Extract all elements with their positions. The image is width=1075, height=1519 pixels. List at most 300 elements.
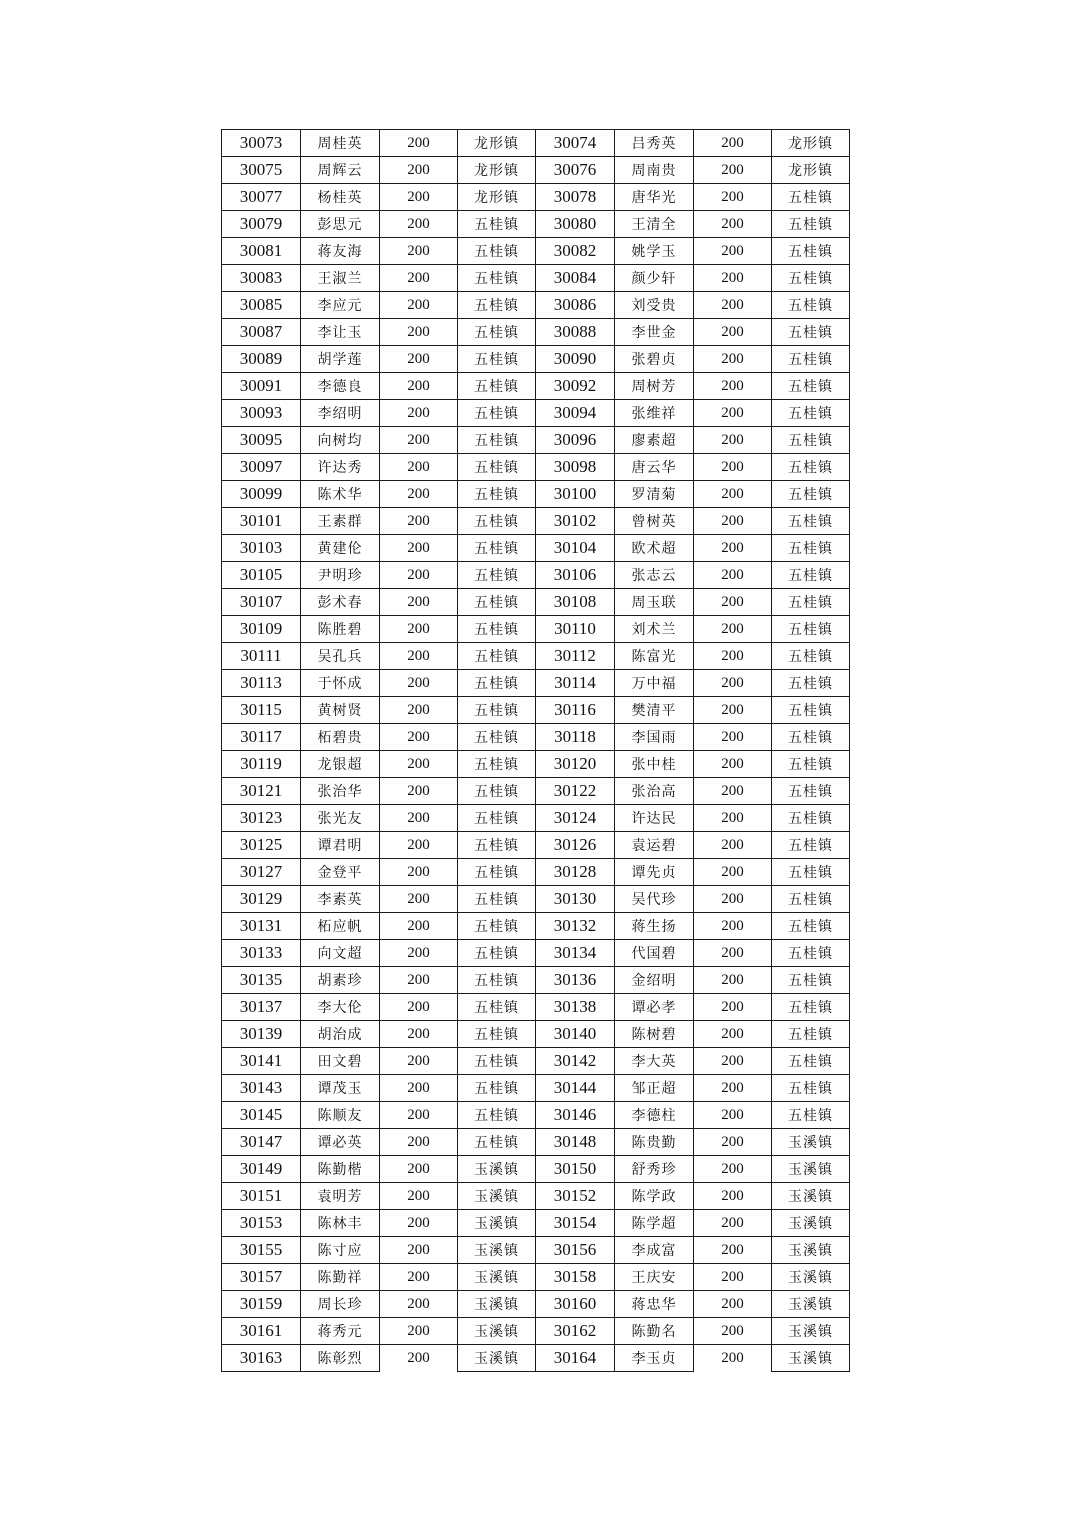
amount-cell: 200	[380, 157, 458, 184]
record-id-cell: 30098	[536, 454, 615, 481]
amount-cell: 200	[380, 1156, 458, 1183]
person-name-cell: 陈勤祥	[301, 1264, 380, 1291]
township-cell: 五桂镇	[772, 373, 850, 400]
person-name-cell: 李世金	[615, 319, 694, 346]
township-cell: 五桂镇	[458, 697, 536, 724]
record-id-cell: 30101	[222, 508, 301, 535]
township-cell: 五桂镇	[458, 1102, 536, 1129]
table-row	[222, 1183, 850, 1210]
record-id-cell: 30135	[222, 967, 301, 994]
record-id-cell: 30123	[222, 805, 301, 832]
record-id-cell: 30112	[536, 643, 615, 670]
person-name-cell: 吴孔兵	[301, 643, 380, 670]
record-id-cell: 30073	[222, 130, 301, 157]
person-name-cell: 万中福	[615, 670, 694, 697]
township-cell: 五桂镇	[772, 1048, 850, 1075]
amount-cell: 200	[380, 1345, 458, 1372]
amount-cell: 200	[380, 319, 458, 346]
amount-cell: 200	[694, 832, 772, 859]
record-id-cell: 30105	[222, 562, 301, 589]
amount-cell: 200	[380, 778, 458, 805]
township-cell: 五桂镇	[772, 643, 850, 670]
person-name-cell: 黄树贤	[301, 697, 380, 724]
person-name-cell: 彭思元	[301, 211, 380, 238]
person-name-cell: 王淑兰	[301, 265, 380, 292]
township-cell: 五桂镇	[458, 589, 536, 616]
record-id-cell: 30095	[222, 427, 301, 454]
township-cell: 五桂镇	[772, 913, 850, 940]
person-name-cell: 舒秀珍	[615, 1156, 694, 1183]
record-id-cell: 30162	[536, 1318, 615, 1345]
record-id-cell: 30115	[222, 697, 301, 724]
table-row	[222, 184, 850, 211]
person-name-cell: 柘碧贵	[301, 724, 380, 751]
record-id-cell: 30149	[222, 1156, 301, 1183]
person-name-cell: 蒋生扬	[615, 913, 694, 940]
record-id-cell: 30091	[222, 373, 301, 400]
record-id-cell: 30092	[536, 373, 615, 400]
person-name-cell: 陈胜碧	[301, 616, 380, 643]
person-name-cell: 张维祥	[615, 400, 694, 427]
table-row	[222, 1264, 850, 1291]
record-id-cell: 30084	[536, 265, 615, 292]
person-name-cell: 于怀成	[301, 670, 380, 697]
record-id-cell: 30076	[536, 157, 615, 184]
person-name-cell: 杨桂英	[301, 184, 380, 211]
table-row	[222, 1102, 850, 1129]
person-name-cell: 张治华	[301, 778, 380, 805]
person-name-cell: 廖素超	[615, 427, 694, 454]
township-cell: 五桂镇	[772, 427, 850, 454]
record-id-cell: 30142	[536, 1048, 615, 1075]
record-id-cell: 30093	[222, 400, 301, 427]
table-row	[222, 751, 850, 778]
table-row	[222, 508, 850, 535]
amount-cell: 200	[380, 265, 458, 292]
person-name-cell: 田文碧	[301, 1048, 380, 1075]
record-id-cell: 30140	[536, 1021, 615, 1048]
amount-cell: 200	[694, 211, 772, 238]
record-id-cell: 30139	[222, 1021, 301, 1048]
township-cell: 五桂镇	[772, 562, 850, 589]
record-id-cell: 30160	[536, 1291, 615, 1318]
record-id-cell: 30141	[222, 1048, 301, 1075]
person-name-cell: 谭茂玉	[301, 1075, 380, 1102]
amount-cell: 200	[380, 130, 458, 157]
amount-cell: 200	[380, 886, 458, 913]
record-id-cell: 30134	[536, 940, 615, 967]
person-name-cell: 陈寸应	[301, 1237, 380, 1264]
amount-cell: 200	[380, 1102, 458, 1129]
record-id-cell: 30087	[222, 319, 301, 346]
township-cell: 玉溪镇	[772, 1156, 850, 1183]
table-row	[222, 238, 850, 265]
person-name-cell: 吴代珍	[615, 886, 694, 913]
record-id-cell: 30158	[536, 1264, 615, 1291]
township-cell: 五桂镇	[772, 535, 850, 562]
person-name-cell: 谭必英	[301, 1129, 380, 1156]
record-id-cell: 30083	[222, 265, 301, 292]
amount-cell: 200	[380, 1021, 458, 1048]
township-cell: 五桂镇	[458, 508, 536, 535]
table-row	[222, 643, 850, 670]
amount-cell: 200	[380, 805, 458, 832]
record-id-cell: 30131	[222, 913, 301, 940]
amount-cell: 200	[380, 292, 458, 319]
record-id-cell: 30152	[536, 1183, 615, 1210]
amount-cell: 200	[380, 238, 458, 265]
record-id-cell: 30143	[222, 1075, 301, 1102]
record-id-cell: 30107	[222, 589, 301, 616]
record-id-cell: 30155	[222, 1237, 301, 1264]
record-id-cell: 30148	[536, 1129, 615, 1156]
record-id-cell: 30120	[536, 751, 615, 778]
amount-cell: 200	[380, 670, 458, 697]
township-cell: 五桂镇	[458, 427, 536, 454]
amount-cell: 200	[380, 643, 458, 670]
township-cell: 五桂镇	[458, 805, 536, 832]
township-cell: 五桂镇	[772, 481, 850, 508]
township-cell: 五桂镇	[458, 400, 536, 427]
person-name-cell: 袁运碧	[615, 832, 694, 859]
table-row	[222, 994, 850, 1021]
person-name-cell: 罗清菊	[615, 481, 694, 508]
amount-cell: 200	[694, 697, 772, 724]
person-name-cell: 周桂英	[301, 130, 380, 157]
amount-cell: 200	[694, 292, 772, 319]
amount-cell: 200	[380, 967, 458, 994]
table-row	[222, 400, 850, 427]
amount-cell: 200	[380, 454, 458, 481]
township-cell: 五桂镇	[458, 1048, 536, 1075]
amount-cell: 200	[694, 1021, 772, 1048]
table-row	[222, 940, 850, 967]
township-cell: 五桂镇	[458, 724, 536, 751]
amount-cell: 200	[380, 859, 458, 886]
person-name-cell: 谭先贞	[615, 859, 694, 886]
table-row	[222, 319, 850, 346]
person-name-cell: 尹明珍	[301, 562, 380, 589]
township-cell: 五桂镇	[458, 238, 536, 265]
township-cell: 玉溪镇	[772, 1237, 850, 1264]
person-name-cell: 李国雨	[615, 724, 694, 751]
township-cell: 龙形镇	[772, 157, 850, 184]
record-id-cell: 30085	[222, 292, 301, 319]
township-cell: 五桂镇	[772, 697, 850, 724]
township-cell: 五桂镇	[772, 1075, 850, 1102]
township-cell: 五桂镇	[458, 886, 536, 913]
township-cell: 玉溪镇	[772, 1129, 850, 1156]
person-name-cell: 张治高	[615, 778, 694, 805]
table-row	[222, 616, 850, 643]
township-cell: 玉溪镇	[458, 1264, 536, 1291]
amount-cell: 200	[380, 724, 458, 751]
township-cell: 五桂镇	[772, 589, 850, 616]
amount-cell: 200	[380, 211, 458, 238]
amount-cell: 200	[380, 940, 458, 967]
record-id-cell: 30103	[222, 535, 301, 562]
amount-cell: 200	[380, 184, 458, 211]
township-cell: 玉溪镇	[772, 1318, 850, 1345]
person-name-cell: 张碧贞	[615, 346, 694, 373]
person-name-cell: 蒋友海	[301, 238, 380, 265]
person-name-cell: 陈勤楷	[301, 1156, 380, 1183]
amount-cell: 200	[380, 373, 458, 400]
record-id-cell: 30102	[536, 508, 615, 535]
record-id-cell: 30151	[222, 1183, 301, 1210]
record-id-cell: 30117	[222, 724, 301, 751]
township-cell: 五桂镇	[458, 454, 536, 481]
township-cell: 玉溪镇	[458, 1318, 536, 1345]
person-name-cell: 陈学超	[615, 1210, 694, 1237]
record-id-cell: 30108	[536, 589, 615, 616]
table-row	[222, 859, 850, 886]
record-id-cell: 30121	[222, 778, 301, 805]
person-name-cell: 李绍明	[301, 400, 380, 427]
township-cell: 龙形镇	[458, 157, 536, 184]
amount-cell: 200	[694, 1183, 772, 1210]
record-id-cell: 30100	[536, 481, 615, 508]
table-row	[222, 805, 850, 832]
township-cell: 玉溪镇	[458, 1291, 536, 1318]
person-name-cell: 陈林丰	[301, 1210, 380, 1237]
subsidy-roster-table	[221, 129, 850, 1372]
record-id-cell: 30154	[536, 1210, 615, 1237]
person-name-cell: 向文超	[301, 940, 380, 967]
record-id-cell: 30080	[536, 211, 615, 238]
record-id-cell: 30111	[222, 643, 301, 670]
township-cell: 五桂镇	[772, 454, 850, 481]
township-cell: 五桂镇	[458, 562, 536, 589]
person-name-cell: 蒋秀元	[301, 1318, 380, 1345]
person-name-cell: 周玉联	[615, 589, 694, 616]
township-cell: 五桂镇	[772, 238, 850, 265]
amount-cell: 200	[380, 1183, 458, 1210]
township-cell: 五桂镇	[772, 724, 850, 751]
township-cell: 龙形镇	[772, 130, 850, 157]
person-name-cell: 陈树碧	[615, 1021, 694, 1048]
amount-cell: 200	[694, 130, 772, 157]
amount-cell: 200	[694, 1156, 772, 1183]
person-name-cell: 周树芳	[615, 373, 694, 400]
township-cell: 五桂镇	[772, 319, 850, 346]
table-row	[222, 778, 850, 805]
township-cell: 五桂镇	[458, 373, 536, 400]
person-name-cell: 谭君明	[301, 832, 380, 859]
township-cell: 五桂镇	[458, 832, 536, 859]
record-id-cell: 30074	[536, 130, 615, 157]
person-name-cell: 吕秀英	[615, 130, 694, 157]
record-id-cell: 30110	[536, 616, 615, 643]
table-row	[222, 211, 850, 238]
table-row	[222, 292, 850, 319]
record-id-cell: 30118	[536, 724, 615, 751]
amount-cell: 200	[694, 157, 772, 184]
record-id-cell: 30129	[222, 886, 301, 913]
person-name-cell: 李德良	[301, 373, 380, 400]
person-name-cell: 金登平	[301, 859, 380, 886]
person-name-cell: 陈富光	[615, 643, 694, 670]
record-id-cell: 30113	[222, 670, 301, 697]
person-name-cell: 樊清平	[615, 697, 694, 724]
record-id-cell: 30150	[536, 1156, 615, 1183]
township-cell: 五桂镇	[772, 292, 850, 319]
amount-cell: 200	[694, 859, 772, 886]
record-id-cell: 30137	[222, 994, 301, 1021]
person-name-cell: 龙银超	[301, 751, 380, 778]
amount-cell: 200	[694, 1318, 772, 1345]
amount-cell: 200	[694, 616, 772, 643]
township-cell: 五桂镇	[458, 265, 536, 292]
person-name-cell: 彭术春	[301, 589, 380, 616]
amount-cell: 200	[694, 1048, 772, 1075]
record-id-cell: 30082	[536, 238, 615, 265]
township-cell: 五桂镇	[772, 346, 850, 373]
amount-cell: 200	[694, 238, 772, 265]
record-id-cell: 30090	[536, 346, 615, 373]
amount-cell: 200	[694, 508, 772, 535]
record-id-cell: 30163	[222, 1345, 301, 1372]
amount-cell: 200	[380, 697, 458, 724]
amount-cell: 200	[380, 832, 458, 859]
amount-cell: 200	[380, 994, 458, 1021]
table-row	[222, 1237, 850, 1264]
person-name-cell: 周长珍	[301, 1291, 380, 1318]
amount-cell: 200	[694, 805, 772, 832]
record-id-cell: 30075	[222, 157, 301, 184]
record-id-cell: 30153	[222, 1210, 301, 1237]
person-name-cell: 袁明芳	[301, 1183, 380, 1210]
record-id-cell: 30119	[222, 751, 301, 778]
amount-cell: 200	[380, 535, 458, 562]
record-id-cell: 30124	[536, 805, 615, 832]
record-id-cell: 30099	[222, 481, 301, 508]
amount-cell: 200	[380, 1237, 458, 1264]
township-cell: 玉溪镇	[458, 1345, 536, 1372]
amount-cell: 200	[694, 994, 772, 1021]
township-cell: 五桂镇	[772, 940, 850, 967]
township-cell: 五桂镇	[458, 994, 536, 1021]
township-cell: 五桂镇	[458, 643, 536, 670]
record-id-cell: 30161	[222, 1318, 301, 1345]
township-cell: 五桂镇	[458, 1075, 536, 1102]
record-id-cell: 30159	[222, 1291, 301, 1318]
amount-cell: 200	[380, 1075, 458, 1102]
township-cell: 五桂镇	[772, 967, 850, 994]
township-cell: 五桂镇	[458, 967, 536, 994]
amount-cell: 200	[694, 535, 772, 562]
record-id-cell: 30127	[222, 859, 301, 886]
person-name-cell: 唐云华	[615, 454, 694, 481]
amount-cell: 200	[380, 481, 458, 508]
record-id-cell: 30089	[222, 346, 301, 373]
amount-cell: 200	[380, 1318, 458, 1345]
record-id-cell: 30156	[536, 1237, 615, 1264]
amount-cell: 200	[380, 751, 458, 778]
table-row	[222, 535, 850, 562]
record-id-cell: 30088	[536, 319, 615, 346]
township-cell: 五桂镇	[772, 859, 850, 886]
amount-cell: 200	[380, 913, 458, 940]
record-id-cell: 30109	[222, 616, 301, 643]
amount-cell: 200	[694, 589, 772, 616]
amount-cell: 200	[380, 1291, 458, 1318]
record-id-cell: 30125	[222, 832, 301, 859]
person-name-cell: 许达秀	[301, 454, 380, 481]
person-name-cell: 陈学政	[615, 1183, 694, 1210]
table-row	[222, 454, 850, 481]
amount-cell: 200	[380, 346, 458, 373]
person-name-cell: 李玉贞	[615, 1345, 694, 1372]
person-name-cell: 王清全	[615, 211, 694, 238]
person-name-cell: 谭必孝	[615, 994, 694, 1021]
amount-cell: 200	[694, 1264, 772, 1291]
table-row	[222, 481, 850, 508]
person-name-cell: 陈贵勤	[615, 1129, 694, 1156]
table-row	[222, 157, 850, 184]
township-cell: 五桂镇	[772, 832, 850, 859]
amount-cell: 200	[694, 562, 772, 589]
township-cell: 玉溪镇	[772, 1345, 850, 1372]
roster-body	[222, 130, 850, 1372]
person-name-cell: 姚学玉	[615, 238, 694, 265]
township-cell: 五桂镇	[458, 346, 536, 373]
record-id-cell: 30096	[536, 427, 615, 454]
record-id-cell: 30077	[222, 184, 301, 211]
township-cell: 五桂镇	[458, 535, 536, 562]
table-row	[222, 427, 850, 454]
township-cell: 龙形镇	[458, 184, 536, 211]
person-name-cell: 周辉云	[301, 157, 380, 184]
person-name-cell: 李德柱	[615, 1102, 694, 1129]
township-cell: 五桂镇	[772, 670, 850, 697]
record-id-cell: 30106	[536, 562, 615, 589]
township-cell: 五桂镇	[458, 940, 536, 967]
amount-cell: 200	[694, 1129, 772, 1156]
amount-cell: 200	[694, 319, 772, 346]
record-id-cell: 30086	[536, 292, 615, 319]
amount-cell: 200	[694, 373, 772, 400]
township-cell: 五桂镇	[458, 1021, 536, 1048]
township-cell: 玉溪镇	[772, 1210, 850, 1237]
person-name-cell: 许达民	[615, 805, 694, 832]
person-name-cell: 李成富	[615, 1237, 694, 1264]
record-id-cell: 30094	[536, 400, 615, 427]
amount-cell: 200	[380, 616, 458, 643]
person-name-cell: 李大英	[615, 1048, 694, 1075]
table-row	[222, 589, 850, 616]
table-row	[222, 724, 850, 751]
township-cell: 玉溪镇	[458, 1183, 536, 1210]
township-cell: 五桂镇	[458, 1129, 536, 1156]
table-row	[222, 886, 850, 913]
table-row	[222, 913, 850, 940]
township-cell: 五桂镇	[772, 805, 850, 832]
township-cell: 玉溪镇	[458, 1156, 536, 1183]
township-cell: 玉溪镇	[458, 1237, 536, 1264]
township-cell: 五桂镇	[772, 994, 850, 1021]
person-name-cell: 李应元	[301, 292, 380, 319]
person-name-cell: 代国碧	[615, 940, 694, 967]
person-name-cell: 金绍明	[615, 967, 694, 994]
township-cell: 五桂镇	[772, 265, 850, 292]
person-name-cell: 李素英	[301, 886, 380, 913]
record-id-cell: 30130	[536, 886, 615, 913]
table-row	[222, 1156, 850, 1183]
person-name-cell: 张志云	[615, 562, 694, 589]
person-name-cell: 李让玉	[301, 319, 380, 346]
record-id-cell: 30081	[222, 238, 301, 265]
